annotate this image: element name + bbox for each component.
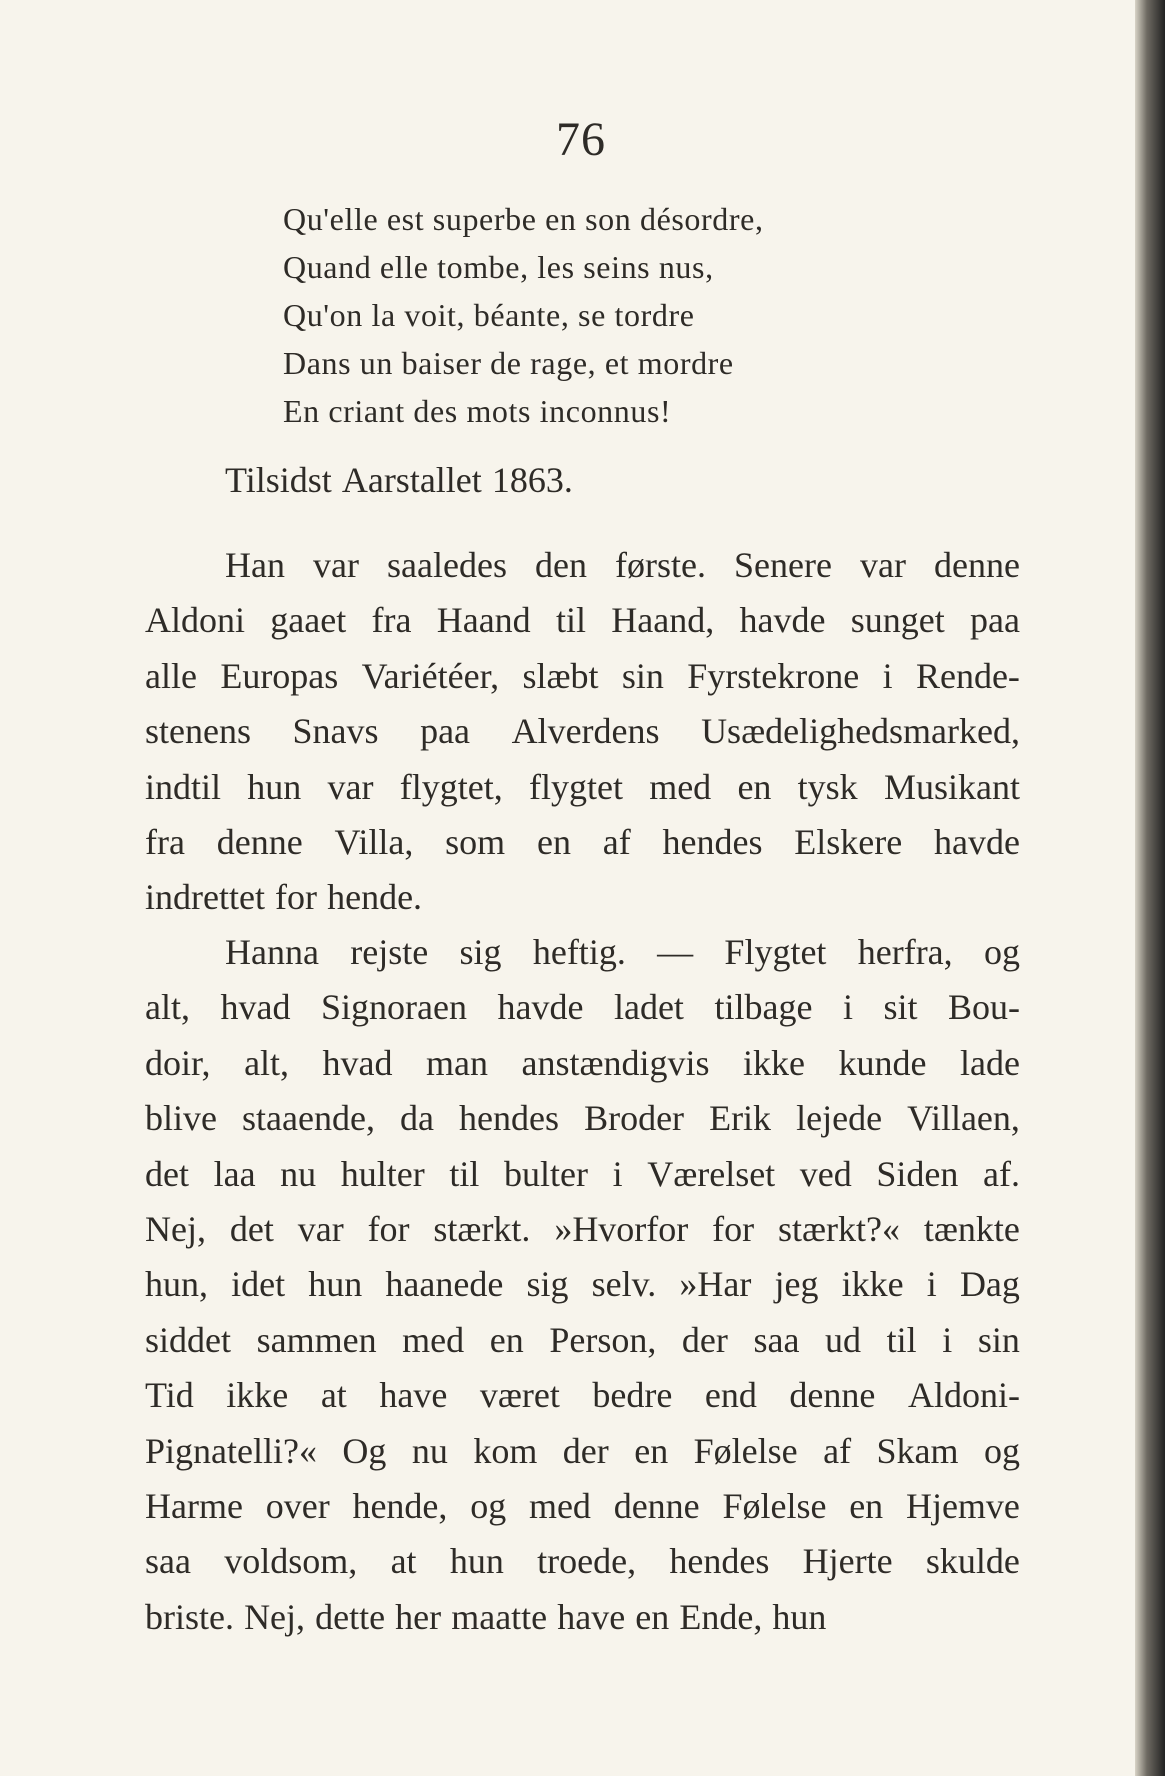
word: Erik — [709, 1098, 772, 1139]
word: Haand, — [611, 600, 715, 641]
word: Harme — [145, 1485, 243, 1526]
text-line — [145, 815, 1020, 870]
word: Rende- — [915, 655, 1020, 696]
word: Senere — [734, 545, 832, 585]
word: for — [712, 1208, 755, 1249]
word: have — [379, 1375, 448, 1416]
word: i — [612, 1153, 623, 1194]
word: at — [320, 1375, 347, 1416]
word: idet — [231, 1264, 286, 1305]
word: det — [229, 1208, 274, 1249]
verse-line: Dans un baiser de rage, et mordre — [283, 345, 734, 381]
word: Dag — [959, 1264, 1020, 1305]
word: alle — [145, 655, 197, 696]
word: alt, — [244, 1042, 290, 1083]
word: Pignatelli?« — [145, 1430, 317, 1471]
text-line — [145, 1202, 1020, 1257]
word: sunget — [850, 600, 945, 641]
word: i — [926, 1264, 937, 1305]
word: havde — [497, 987, 584, 1028]
word: der — [562, 1430, 609, 1471]
text-line — [145, 538, 1020, 593]
word: »Har — [679, 1264, 752, 1305]
word: med — [528, 1485, 591, 1526]
paragraph — [145, 538, 1020, 926]
word: ud — [825, 1319, 862, 1360]
paragraph — [145, 925, 1020, 1645]
word: sig — [459, 932, 502, 972]
word: en — [634, 1430, 669, 1471]
word: paa — [969, 600, 1020, 641]
word: for — [275, 877, 318, 918]
word: blive — [145, 1098, 217, 1139]
word: tænkte — [923, 1208, 1020, 1249]
text-line — [145, 1590, 1020, 1645]
verse-line: En criant des mots inconnus! — [283, 393, 672, 429]
word: sin — [621, 655, 664, 696]
word: Aarstallet — [341, 460, 482, 500]
word: som — [445, 821, 506, 862]
word: voldsom, — [224, 1541, 358, 1582]
word: det — [145, 1153, 189, 1194]
word: rejste — [350, 932, 429, 972]
word: hendes — [459, 1098, 560, 1139]
word: hende. — [327, 877, 423, 918]
word: staaende, — [242, 1098, 375, 1139]
word: sit — [883, 987, 918, 1028]
word: tysk — [797, 766, 858, 807]
text-line — [145, 1424, 1020, 1479]
word: flygtet, — [399, 766, 503, 807]
word: med — [402, 1319, 465, 1360]
word: Hanna — [225, 932, 319, 972]
word: Hjerte — [802, 1541, 893, 1582]
word: til — [886, 1319, 917, 1360]
word: i — [842, 987, 853, 1028]
word: haanede — [385, 1264, 504, 1305]
text-line — [145, 980, 1020, 1035]
word: indrettet — [145, 877, 265, 918]
word: Nej, — [244, 1596, 306, 1637]
word: Siden — [876, 1153, 959, 1194]
word: hun, — [145, 1264, 208, 1305]
word: Ende, — [679, 1596, 763, 1637]
word: Aldoni- — [907, 1375, 1020, 1416]
word: lade — [960, 1042, 1020, 1083]
word: 1863. — [491, 460, 573, 500]
word: Signoraen — [321, 987, 467, 1028]
word: saa — [753, 1319, 800, 1360]
word: kom — [473, 1430, 538, 1471]
word: en — [737, 766, 772, 807]
word: — — [657, 932, 694, 972]
word: hun — [449, 1541, 504, 1582]
word: indtil — [145, 766, 222, 807]
word: og — [984, 1430, 1020, 1471]
word: hendes — [669, 1541, 770, 1582]
word: denne — [933, 545, 1020, 585]
word: nu — [280, 1153, 317, 1194]
word: »Hvorfor — [554, 1208, 689, 1249]
text-line — [145, 704, 1020, 759]
word: over — [265, 1485, 330, 1526]
word: doir, — [145, 1042, 211, 1083]
word: Variétéer, — [361, 655, 500, 696]
word: Han — [225, 545, 285, 585]
word: Aldoni — [145, 600, 246, 641]
word: der — [681, 1319, 728, 1360]
word: den — [534, 545, 587, 585]
word: for — [367, 1208, 410, 1249]
word: Bou- — [948, 987, 1020, 1028]
text-line — [145, 649, 1020, 704]
word: hulter — [340, 1153, 425, 1194]
word: gaaet — [270, 600, 347, 641]
word: maatte — [451, 1596, 548, 1637]
word: fra — [145, 821, 185, 862]
text-line — [145, 1479, 1020, 1534]
word: Villaen, — [907, 1098, 1020, 1139]
word: hende, — [352, 1485, 448, 1526]
word: denne — [216, 821, 303, 862]
word: Hjemve — [905, 1485, 1020, 1526]
word: Nej, — [145, 1208, 206, 1249]
word: dette — [315, 1596, 386, 1637]
text-line — [145, 1534, 1020, 1589]
word: heftig. — [532, 932, 626, 972]
word: stenens — [145, 711, 251, 752]
word: en — [849, 1485, 884, 1526]
word: ikke — [841, 1264, 904, 1305]
word: til — [449, 1153, 480, 1194]
word: Europas — [220, 655, 339, 696]
word: siddet — [145, 1319, 231, 1360]
word: Følelse — [693, 1430, 798, 1471]
word: Snavs — [292, 711, 379, 752]
text-line — [145, 1091, 1020, 1146]
word: man — [426, 1042, 489, 1083]
word: da — [400, 1098, 434, 1139]
word: Skam — [876, 1430, 959, 1471]
word: denne — [789, 1375, 876, 1416]
word: Villa, — [334, 821, 414, 862]
word: havde — [934, 821, 1020, 862]
word: sammen — [256, 1319, 377, 1360]
word: anstændigvis — [521, 1042, 710, 1083]
word: flygtet — [528, 766, 623, 807]
text-line — [145, 1368, 1020, 1423]
word: Haand — [436, 600, 531, 641]
word: briste. — [145, 1596, 234, 1637]
verse-line: Quand elle tombe, les seins nus, — [283, 249, 714, 285]
word: en — [635, 1596, 670, 1637]
text-line — [145, 1036, 1020, 1091]
word: Tid — [145, 1375, 194, 1416]
word: hvad — [322, 1042, 393, 1083]
word: stærkt. — [433, 1208, 531, 1249]
word: slæbt — [522, 655, 599, 696]
word: selv. — [591, 1264, 657, 1305]
word: denne — [613, 1485, 700, 1526]
word: bulter — [504, 1153, 588, 1194]
word: af — [602, 821, 631, 862]
word: med — [649, 766, 712, 807]
word: ved — [799, 1153, 852, 1194]
word: fra — [371, 600, 412, 641]
word: Elskere — [794, 821, 903, 862]
word: tilbage — [714, 987, 813, 1028]
word: bedre — [592, 1375, 673, 1416]
word: af. — [983, 1153, 1020, 1194]
word: alt, — [145, 987, 190, 1028]
text-line — [145, 593, 1020, 648]
word: var — [297, 1208, 344, 1249]
word: ikke — [743, 1042, 806, 1083]
word: paa — [420, 711, 471, 752]
word: og — [983, 932, 1020, 972]
text-line — [145, 760, 1020, 815]
word: sig — [526, 1264, 569, 1305]
word: hvad — [220, 987, 291, 1028]
word: Musikant — [883, 766, 1020, 807]
word: i — [882, 655, 893, 696]
word: end — [704, 1375, 757, 1416]
page-edge-shadow — [1135, 0, 1165, 1776]
word: have — [557, 1596, 626, 1637]
word: ikke — [226, 1375, 289, 1416]
text-line — [145, 1147, 1020, 1202]
word: nu — [411, 1430, 448, 1471]
word: Alverdens — [511, 711, 660, 752]
word: været — [479, 1375, 560, 1416]
word: en — [536, 821, 571, 862]
word: skulde — [925, 1541, 1020, 1582]
word: var — [313, 545, 359, 585]
word: ladet — [613, 987, 684, 1028]
text-line — [145, 453, 1020, 508]
word: kunde — [838, 1042, 927, 1083]
word: havde — [739, 600, 826, 641]
word: laa — [213, 1153, 256, 1194]
word: saa — [145, 1541, 191, 1582]
word: af — [823, 1430, 852, 1471]
text-line — [145, 870, 1020, 925]
verse-stanza — [283, 195, 903, 435]
word: til — [555, 600, 586, 641]
verse-line: Qu'elle est superbe en son désordre, — [283, 201, 764, 237]
word: hun — [772, 1596, 827, 1637]
word: hun — [308, 1264, 363, 1305]
word: saaledes — [387, 545, 507, 585]
word: en — [489, 1319, 524, 1360]
word: Og — [342, 1430, 387, 1471]
word: Fyrstekrone — [687, 655, 860, 696]
text-line — [145, 1313, 1020, 1368]
word: lejede — [796, 1098, 883, 1139]
paragraph — [145, 453, 1020, 508]
word: troede, — [537, 1541, 637, 1582]
text-line — [145, 1257, 1020, 1312]
word: første. — [615, 545, 706, 585]
verse-line: Qu'on la voit, béante, se tordre — [283, 297, 695, 333]
word: i — [942, 1319, 953, 1360]
word: Værelset — [647, 1153, 776, 1194]
word: og — [470, 1485, 507, 1526]
page-number: 76 — [556, 113, 606, 166]
word: var — [859, 545, 906, 585]
word: Person, — [549, 1319, 657, 1360]
word: stærkt?« — [778, 1208, 901, 1249]
word: Flygtet — [724, 932, 827, 972]
word: hun — [247, 766, 302, 807]
word: jeg — [774, 1264, 819, 1305]
word: Broder — [584, 1098, 685, 1139]
word: at — [390, 1541, 417, 1582]
word: her — [395, 1596, 442, 1637]
word: Usædelighedsmarked, — [701, 711, 1020, 752]
word: herfra, — [857, 932, 953, 972]
text-line — [145, 925, 1020, 980]
word: sin — [977, 1319, 1020, 1360]
word: Tilsidst — [225, 460, 332, 500]
word: var — [327, 766, 374, 807]
word: Følelse — [722, 1485, 827, 1526]
word: hendes — [662, 821, 763, 862]
